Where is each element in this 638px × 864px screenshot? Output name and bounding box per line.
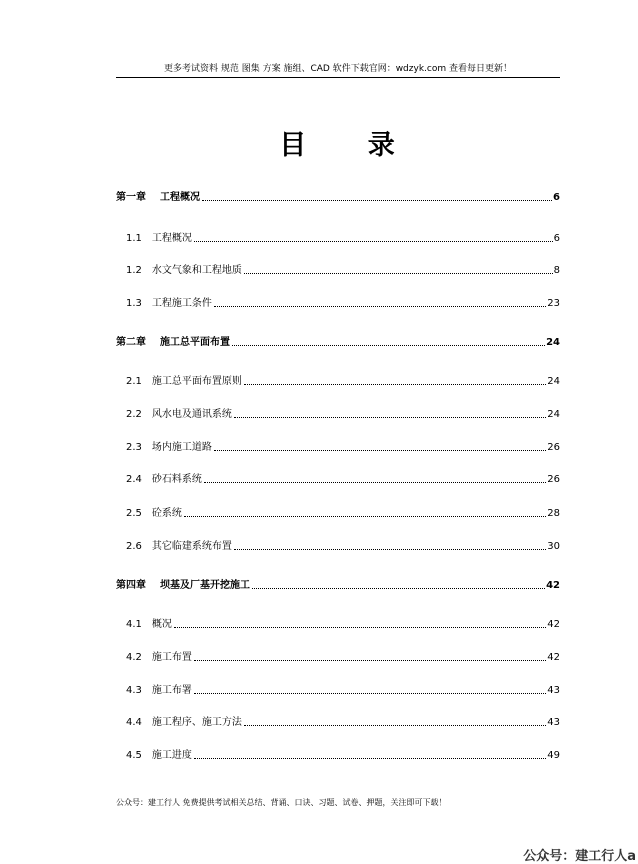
toc-page-number: 28 [547, 508, 560, 519]
toc-chapter-row[interactable] [116, 190, 560, 204]
toc-number: 4.2 [126, 652, 142, 663]
toc-title: 风水电及通讯系统 [151, 409, 232, 420]
header-rule [116, 77, 560, 78]
toc-dot-leader [184, 516, 546, 517]
toc-title: 工程概况 [151, 233, 192, 244]
toc-page-number: 26 [547, 442, 560, 453]
toc-number: 4.5 [126, 750, 142, 761]
toc-title: 水文气象和工程地质 [151, 265, 242, 276]
toc-page-number: 43 [547, 685, 560, 696]
toc-dot-leader [194, 758, 546, 759]
toc-page-number: 24 [547, 409, 560, 420]
toc-page-number: 30 [547, 541, 560, 552]
toc-number: 2.6 [126, 541, 142, 552]
toc-dot-leader [234, 417, 546, 418]
toc-section-row[interactable] [116, 263, 560, 277]
toc-dot-leader [194, 693, 546, 694]
toc-page-number: 24 [546, 337, 560, 348]
toc-section-row[interactable] [116, 374, 560, 388]
toc-dot-leader [244, 273, 553, 274]
toc-section-row[interactable] [116, 296, 560, 310]
toc-dot-leader [194, 660, 546, 661]
toc-dot-leader [234, 549, 546, 550]
toc-title: 工程施工条件 [151, 298, 212, 309]
toc-section-row[interactable] [116, 715, 560, 729]
toc-section-row[interactable] [116, 748, 560, 762]
toc-number: 2.4 [126, 474, 142, 485]
toc-title: 坝基及厂基开挖施工 [160, 580, 250, 591]
toc-section-row[interactable] [116, 683, 560, 697]
toc-dot-leader [232, 345, 545, 346]
toc-dot-leader [244, 384, 546, 385]
toc-page-number: 42 [547, 652, 560, 663]
toc-number: 2.3 [126, 442, 142, 453]
toc-number: 2.5 [126, 508, 142, 519]
toc-number: 2.1 [126, 376, 142, 387]
toc-dot-leader [204, 482, 546, 483]
toc-section-row[interactable] [116, 506, 560, 520]
toc-page-number: 23 [547, 298, 560, 309]
toc-title: 施工布署 [151, 685, 192, 696]
toc-section-row[interactable] [116, 539, 560, 553]
page-header: 更多考试资料 规范 图集 方案 施组、CAD 软件下载官网：wdzyk.com 查看每日更新！ [164, 64, 512, 74]
toc-dot-leader [214, 306, 546, 307]
toc-title: 施工总平面布置 [160, 337, 230, 348]
page-footer: 公众号：建工行人 免费提供考试相关总结、背诵、口诀、习题、试卷、押题，关注即可下载！ [116, 798, 447, 807]
toc-title: 施工布置 [151, 652, 192, 663]
toc-title: 砂石料系统 [151, 474, 202, 485]
toc-page-number: 6 [553, 233, 560, 244]
toc-dot-leader [252, 588, 545, 589]
toc-chapter-row[interactable] [116, 335, 560, 349]
toc-page-number: 6 [553, 192, 560, 203]
toc-page-number: 42 [546, 580, 560, 591]
toc-dot-leader [174, 627, 546, 628]
toc-title: 其它临建系统布置 [151, 541, 232, 552]
toc-dot-leader [244, 725, 546, 726]
toc-page-number: 43 [547, 717, 560, 728]
page-title: 目 录 [279, 130, 421, 161]
toc-number: 1.2 [126, 265, 142, 276]
toc-page-number: 8 [553, 265, 560, 276]
toc-dot-leader [214, 450, 546, 451]
toc-number: 4.3 [126, 685, 142, 696]
toc-number: 第二章 [116, 337, 146, 348]
toc-page-number: 26 [547, 474, 560, 485]
toc-section-row[interactable] [116, 650, 560, 664]
watermark: 公众号：建工行人a [523, 849, 636, 864]
toc-title: 场内施工道路 [151, 442, 212, 453]
toc-page-number: 24 [547, 376, 560, 387]
toc-section-row[interactable] [116, 617, 560, 631]
toc-title: 概况 [151, 619, 172, 630]
toc-number: 1.3 [126, 298, 142, 309]
toc-number: 1.1 [126, 233, 142, 244]
toc-title: 砼系统 [151, 508, 182, 519]
toc-title: 施工程序、施工方法 [151, 717, 242, 728]
toc-section-row[interactable] [116, 472, 560, 486]
toc-title: 工程概况 [160, 192, 200, 203]
toc-dot-leader [194, 241, 553, 242]
toc-title: 施工总平面布置原则 [151, 376, 242, 387]
toc-number: 4.4 [126, 717, 142, 728]
toc-title: 施工进度 [151, 750, 192, 761]
toc-section-row[interactable] [116, 440, 560, 454]
toc-number: 第一章 [116, 192, 146, 203]
toc-section-row[interactable] [116, 231, 560, 245]
toc-dot-leader [202, 200, 552, 201]
toc-number: 4.1 [126, 619, 142, 630]
toc-page-number: 49 [547, 750, 560, 761]
toc-section-row[interactable] [116, 407, 560, 421]
toc-chapter-row[interactable] [116, 578, 560, 592]
toc-number: 第四章 [116, 580, 146, 591]
toc-number: 2.2 [126, 409, 142, 420]
toc-page-number: 42 [547, 619, 560, 630]
